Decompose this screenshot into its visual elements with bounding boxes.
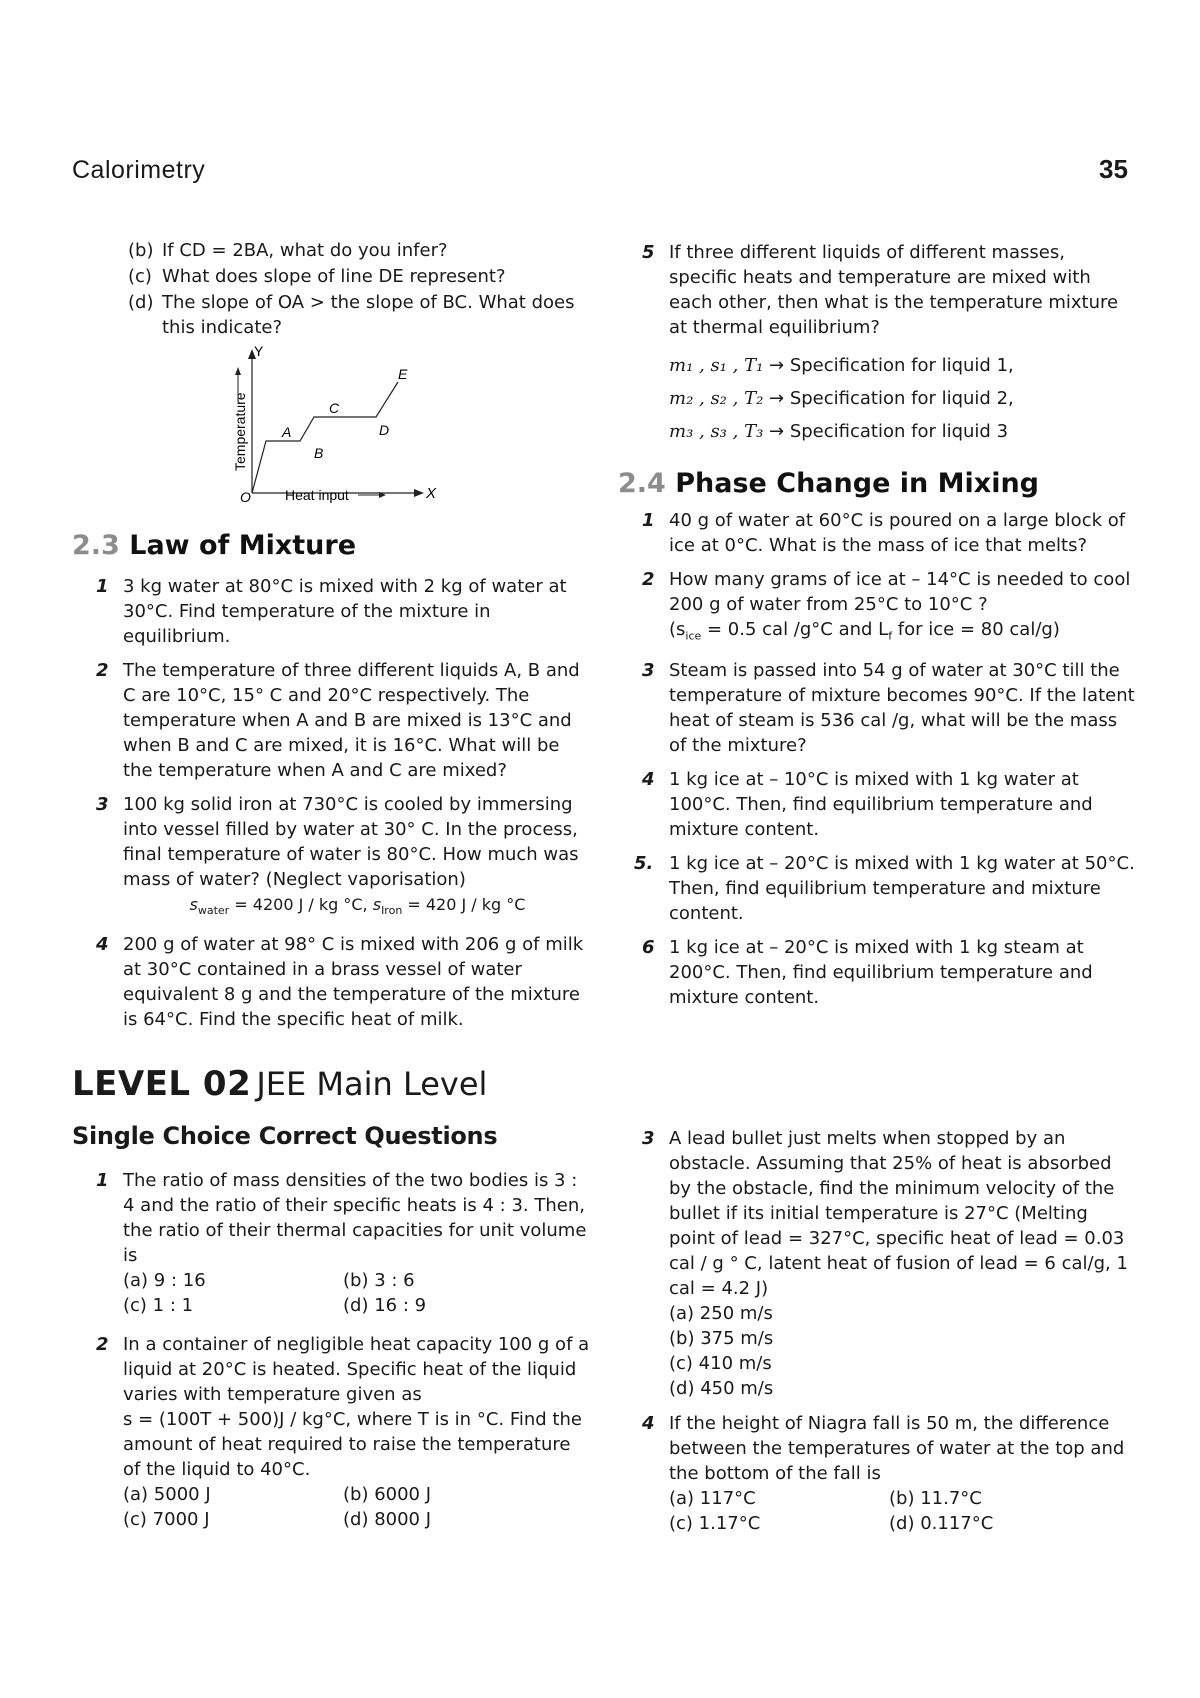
mcq-3-option-c[interactable]: (c) 410 m/s — [669, 1353, 772, 1374]
question-2-3-1: 1 3 kg water at 80°C is mixed with 2 kg of water at 30°C. Find temperature of the mixture in equilibrium. — [96, 576, 567, 647]
right-column-top — [618, 240, 1130, 448]
q3-specific-heats: $s_{water} = 4200$ J / kg °C, $s_{Iron} = 420$ J / kg °C — [189, 895, 526, 918]
origin-label: O — [240, 489, 251, 505]
level-heading: LEVEL 02 JEE Main Level — [72, 1064, 488, 1104]
mcq-3-option-d[interactable]: (d) 450 m/s — [669, 1378, 774, 1399]
subpart-d: (d) The slope of OA > the slope of BC. What does this indicate? — [128, 292, 575, 338]
mcq-4-option-c[interactable]: (c) 1.17°C — [669, 1513, 761, 1534]
section-2-3-title: 2.3 Law of Mixture — [72, 530, 357, 561]
mcq-4-options — [669, 1486, 1138, 1536]
single-choice-right — [618, 1126, 1138, 1545]
mcq-1-options — [123, 1268, 592, 1318]
running-title: Calorimetry — [72, 156, 206, 184]
y-axis-letter: Y — [254, 345, 264, 359]
point-c: C — [329, 400, 340, 416]
mcq-4-option-d[interactable]: (d) 0.117°C — [889, 1513, 994, 1534]
mcq-2-formula: s = (100T + 500)J / kg°C, where T is in °C. Find the amount of heat required to raise the temperature of the liquid to 40°C. — [123, 1409, 582, 1480]
temperature-heat-graph — [228, 345, 438, 505]
mcq-2-option-b[interactable]: (b) 6000 J — [343, 1484, 432, 1505]
mcq-1-option-a[interactable]: (a) 9 : 16 — [123, 1270, 206, 1291]
mcq-3: 3 A lead bullet just melts when stopped by an obstacle. Assuming that 25% of heat is absorbed by the obstacle, find the minimum velocity of the bullet if its initial temperature is 27°C (Melting point of lead = 327°C, specific heat of lead = 0.03 cal / g ° C, latent heat of fusion of lead = 6 cal/g, 1 cal = 4.2 J) (a) 250 m/s (b) 375 m/s (c) 410 m/s (d) 450 m/s — [618, 1126, 1138, 1401]
mcq-2: 2 In a container of negligible heat capacity 100 g of a liquid at 20°C is heated. Specific heat of the liquid varies with temperature given as s = (100T + 500)J / kg°C, where T is in °C. Find the amount of heat required to raise the temperature of the liquid to 40°C. (a) 5000 J (b) 6000 J (c) 7000 J (d) 8000 J — [72, 1332, 592, 1532]
left-column-top — [72, 238, 592, 341]
mcq-2-option-c[interactable]: (c) 7000 J — [123, 1509, 210, 1530]
mcq-4-option-b[interactable]: (b) 11.7°C — [889, 1488, 982, 1509]
point-d: D — [379, 422, 390, 438]
question-2-3-3: 3 100 kg solid iron at 730°C is cooled by immersing into vessel filled by water at 30° C. In the process, final temperature of water is 80°C. How much was mass of water? (Neglect vaporisation) $s_{water} = 4200$ J / kg °C, $s_{Iron} = 420$ J / kg °C — [72, 792, 592, 923]
single-choice-left — [72, 1168, 592, 1541]
question-5-mixture: 5 If three different liquids of different masses, specific heats and temperature are mixed with each other, then what is the temperature mixture at thermal equilibrium? — [642, 242, 1119, 338]
question-2-4-1: 1 40 g of water at 60°C is poured on a large block of ice at 0°C. What is the mass of ice that melts? — [642, 510, 1126, 556]
mcq-3-option-b[interactable]: (b) 375 m/s — [669, 1328, 774, 1349]
question-2-4-6: 6 1 kg ice at – 20°C is mixed with 1 kg steam at 200°C. Then, find equilibrium temperature and mixture content. — [642, 936, 1093, 1008]
section-2-3-questions — [72, 574, 592, 1041]
subpart-b: (b) If CD = 2BA, what do you infer? — [128, 240, 448, 261]
question-2-4-4: 4 1 kg ice at – 10°C is mixed with 1 kg water at 100°C. Then, find equilibrium temperature and mixture content. — [642, 768, 1093, 840]
page-number: 35 — [1099, 154, 1128, 184]
mcq-1-option-c[interactable]: (c) 1 : 1 — [123, 1295, 194, 1316]
point-a: A — [282, 424, 292, 440]
question-2-4-3: 3 Steam is passed into 54 g of water at 30°C till the temperature of mixture becomes 90°C. If the latent heat of steam is 536 cal /g, what will be the mass of the mixture? — [642, 659, 1135, 756]
mcq-4-option-a[interactable]: (a) 117°C — [669, 1488, 756, 1509]
spec-liquid-2: m₂ , s₂ , T₂ → Specification for liquid 2, — [669, 388, 1014, 409]
subpart-c: (c) What does slope of line DE represent? — [128, 266, 506, 287]
mcq-2-options — [123, 1482, 592, 1532]
mcq-4: 4 If the height of Niagra fall is 50 m, the difference between the temperatures of water at the top and the bottom of the fall is (a) 117°C (b) 11.7°C (c) 1.17°C (d) 0.117°C — [618, 1411, 1138, 1536]
x-axis-letter: X — [426, 485, 437, 502]
single-choice-heading: Single Choice Correct Questions — [72, 1122, 498, 1150]
point-e: E — [398, 366, 408, 382]
mcq-3-option-a[interactable]: (a) 250 m/s — [669, 1303, 773, 1324]
section-2-4-questions — [618, 508, 1138, 1019]
question-2-4-5: 5. 1 kg ice at – 20°C is mixed with 1 kg water at 50°C. Then, find equilibrium temperature and mixture content. — [634, 852, 1135, 924]
mcq-1-option-b[interactable]: (b) 3 : 6 — [343, 1270, 415, 1291]
question-2-3-2: 2 The temperature of three different liquids A, B and C are 10°C, 15° C and 20°C respectively. The temperature when A and B are mixed is 13°C and when B and C are mixed, it is 16°C. What will be the temperature when A and C are mixed? — [96, 660, 580, 781]
question-2-4-2: 2 How many grams of ice at – 14°C is needed to cool 200 g of water from 25°C to 10°C ? ($s_{ice} = 0.5$ cal /g°C and $L_f$ for ice = 80 cal/g) — [618, 567, 1138, 649]
spec-liquid-1: m₁ , s₁ , T₁ → Specification for liquid 1, — [669, 355, 1014, 376]
y-axis-label: Temperature — [232, 392, 248, 471]
mcq-3-options — [669, 1301, 1138, 1401]
liquid-specs — [618, 349, 1130, 448]
point-b: B — [314, 445, 324, 461]
section-2-4-title: 2.4 Phase Change in Mixing — [618, 468, 1039, 499]
q2-constants: ($s_{ice} = 0.5$ cal /g°C and $L_f$ for ice = 80 cal/g) — [669, 619, 1060, 643]
x-axis-label: Heat input — [285, 487, 349, 503]
mcq-2-option-a[interactable]: (a) 5000 J — [123, 1484, 211, 1505]
spec-liquid-3: m₃ , s₃ , T₃ → Specification for liquid 3 — [669, 421, 1009, 442]
mcq-1-option-d[interactable]: (d) 16 : 9 — [343, 1295, 427, 1316]
mcq-1: 1 The ratio of mass densities of the two bodies is 3 : 4 and the ratio of their specific heats is 4 : 3. Then, the ratio of their thermal capacities for unit volume is (a) 9 : 16 (b) 3 : 6 (c) 1 : 1 (d) 16 : 9 — [72, 1168, 592, 1318]
mcq-2-option-d[interactable]: (d) 8000 J — [343, 1509, 432, 1530]
question-2-3-4: 4 200 g of water at 98° C is mixed with 206 g of milk at 30°C contained in a brass vessel of water equivalent 8 g and the temperature of the mixture is 64°C. Find the specific heat of milk. — [96, 934, 584, 1031]
